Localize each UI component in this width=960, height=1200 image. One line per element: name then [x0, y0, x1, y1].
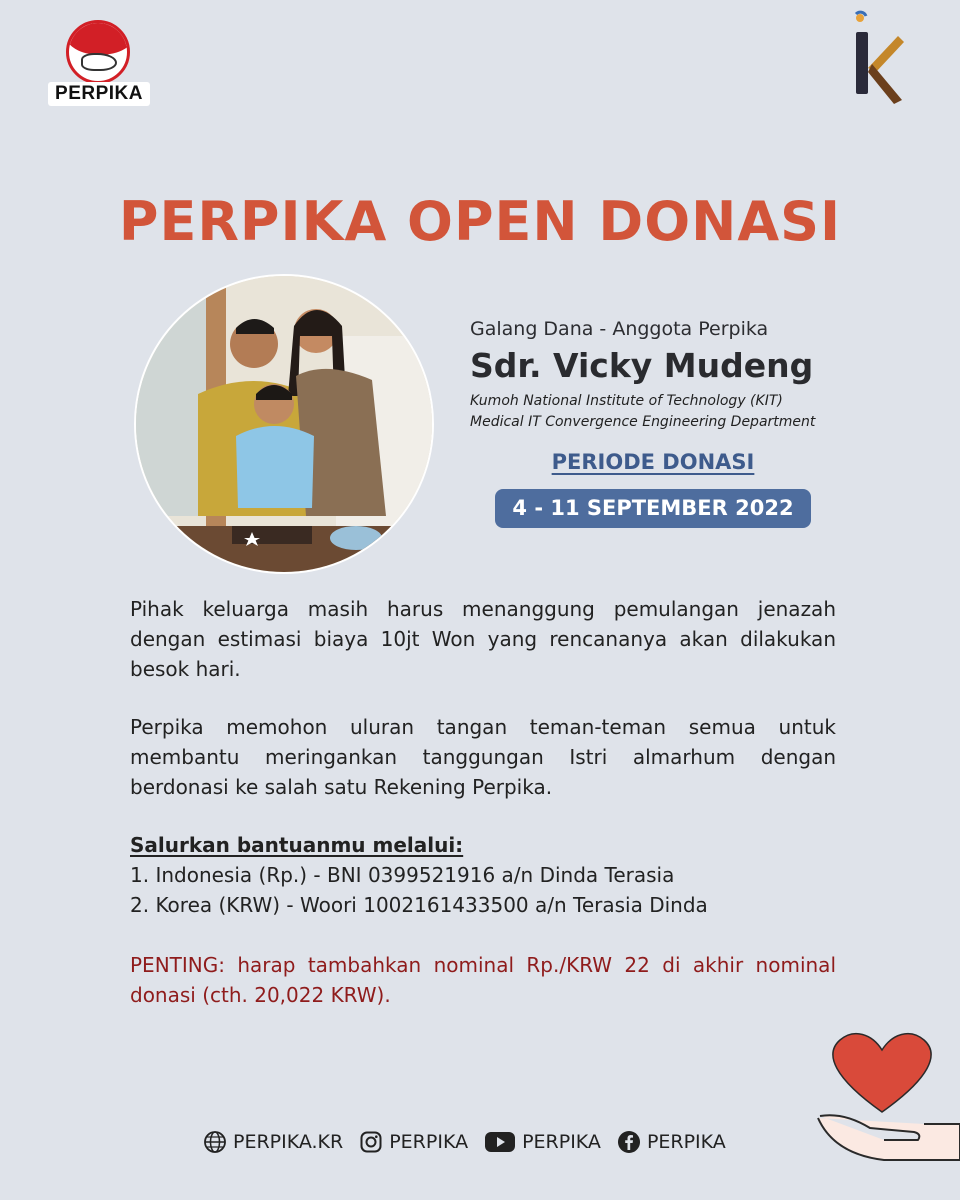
person-name: Sdr. Vicky Mudeng — [470, 346, 814, 385]
footer-web-label: PERPIKA.KR — [233, 1131, 344, 1153]
globe-icon — [203, 1130, 227, 1154]
channel-item: 1. Indonesia (Rp.) - BNI 0399521916 a/n Dinda Terasia — [130, 863, 675, 887]
page-title: PERPIKA OPEN DONASI — [118, 190, 842, 253]
important-note: PENTING: harap tambahkan nominal Rp./KRW 22 di akhir nominal donasi (cth. 20,022 KRW). — [130, 953, 836, 1007]
fundraising-subhead: Galang Dana - Anggota Perpika — [470, 318, 769, 340]
person-info — [470, 318, 850, 433]
institution-line: Kumoh National Institute of Technology (KIT) — [470, 393, 783, 409]
footer-instagram[interactable] — [359, 1130, 468, 1154]
k-logo-icon — [848, 10, 908, 106]
channel-item: 2. Korea (KRW) - Woori 1002161433500 a/n Terasia Dinda — [130, 893, 708, 917]
social-footer — [203, 1126, 763, 1158]
periode-date-badge: 4 - 11 SEPTEMBER 2022 — [495, 489, 811, 528]
heart-hand-icon — [814, 1028, 960, 1168]
perpika-logo — [48, 20, 150, 108]
channels-heading: Salurkan bantuanmu melalui: — [130, 833, 464, 857]
facebook-icon — [617, 1130, 641, 1154]
youtube-icon — [484, 1130, 516, 1154]
footer-facebook-label: PERPIKA — [646, 1131, 726, 1153]
institution-text — [470, 391, 850, 433]
footer-youtube[interactable] — [484, 1130, 601, 1154]
paragraph-family-burden: Pihak keluarga masih harus menanggung pemulangan jenazah dengan estimasi biaya 10jt Won yang rencananya akan dilakukan besok hari. — [130, 597, 836, 681]
paragraph-request: Perpika memohon uluran tangan teman-teman semua untuk membantu meringankan tanggungan Istri almarhum dengan berdonasi ke salah satu Rekening Perpika. — [130, 715, 836, 799]
perpika-logo-text: PERPIKA — [48, 82, 150, 106]
donation-channels — [130, 830, 836, 920]
family-photo — [134, 274, 434, 574]
footer-youtube-label: PERPIKA — [522, 1131, 601, 1153]
instagram-icon — [359, 1130, 383, 1154]
department-line: Medical IT Convergence Engineering Department — [470, 414, 816, 430]
footer-instagram-label: PERPIKA — [389, 1131, 469, 1153]
perpika-emblem-icon — [66, 20, 130, 84]
footer-facebook[interactable] — [617, 1130, 726, 1154]
footer-web[interactable] — [203, 1130, 343, 1154]
periode-label: PERIODE DONASI — [551, 450, 755, 474]
